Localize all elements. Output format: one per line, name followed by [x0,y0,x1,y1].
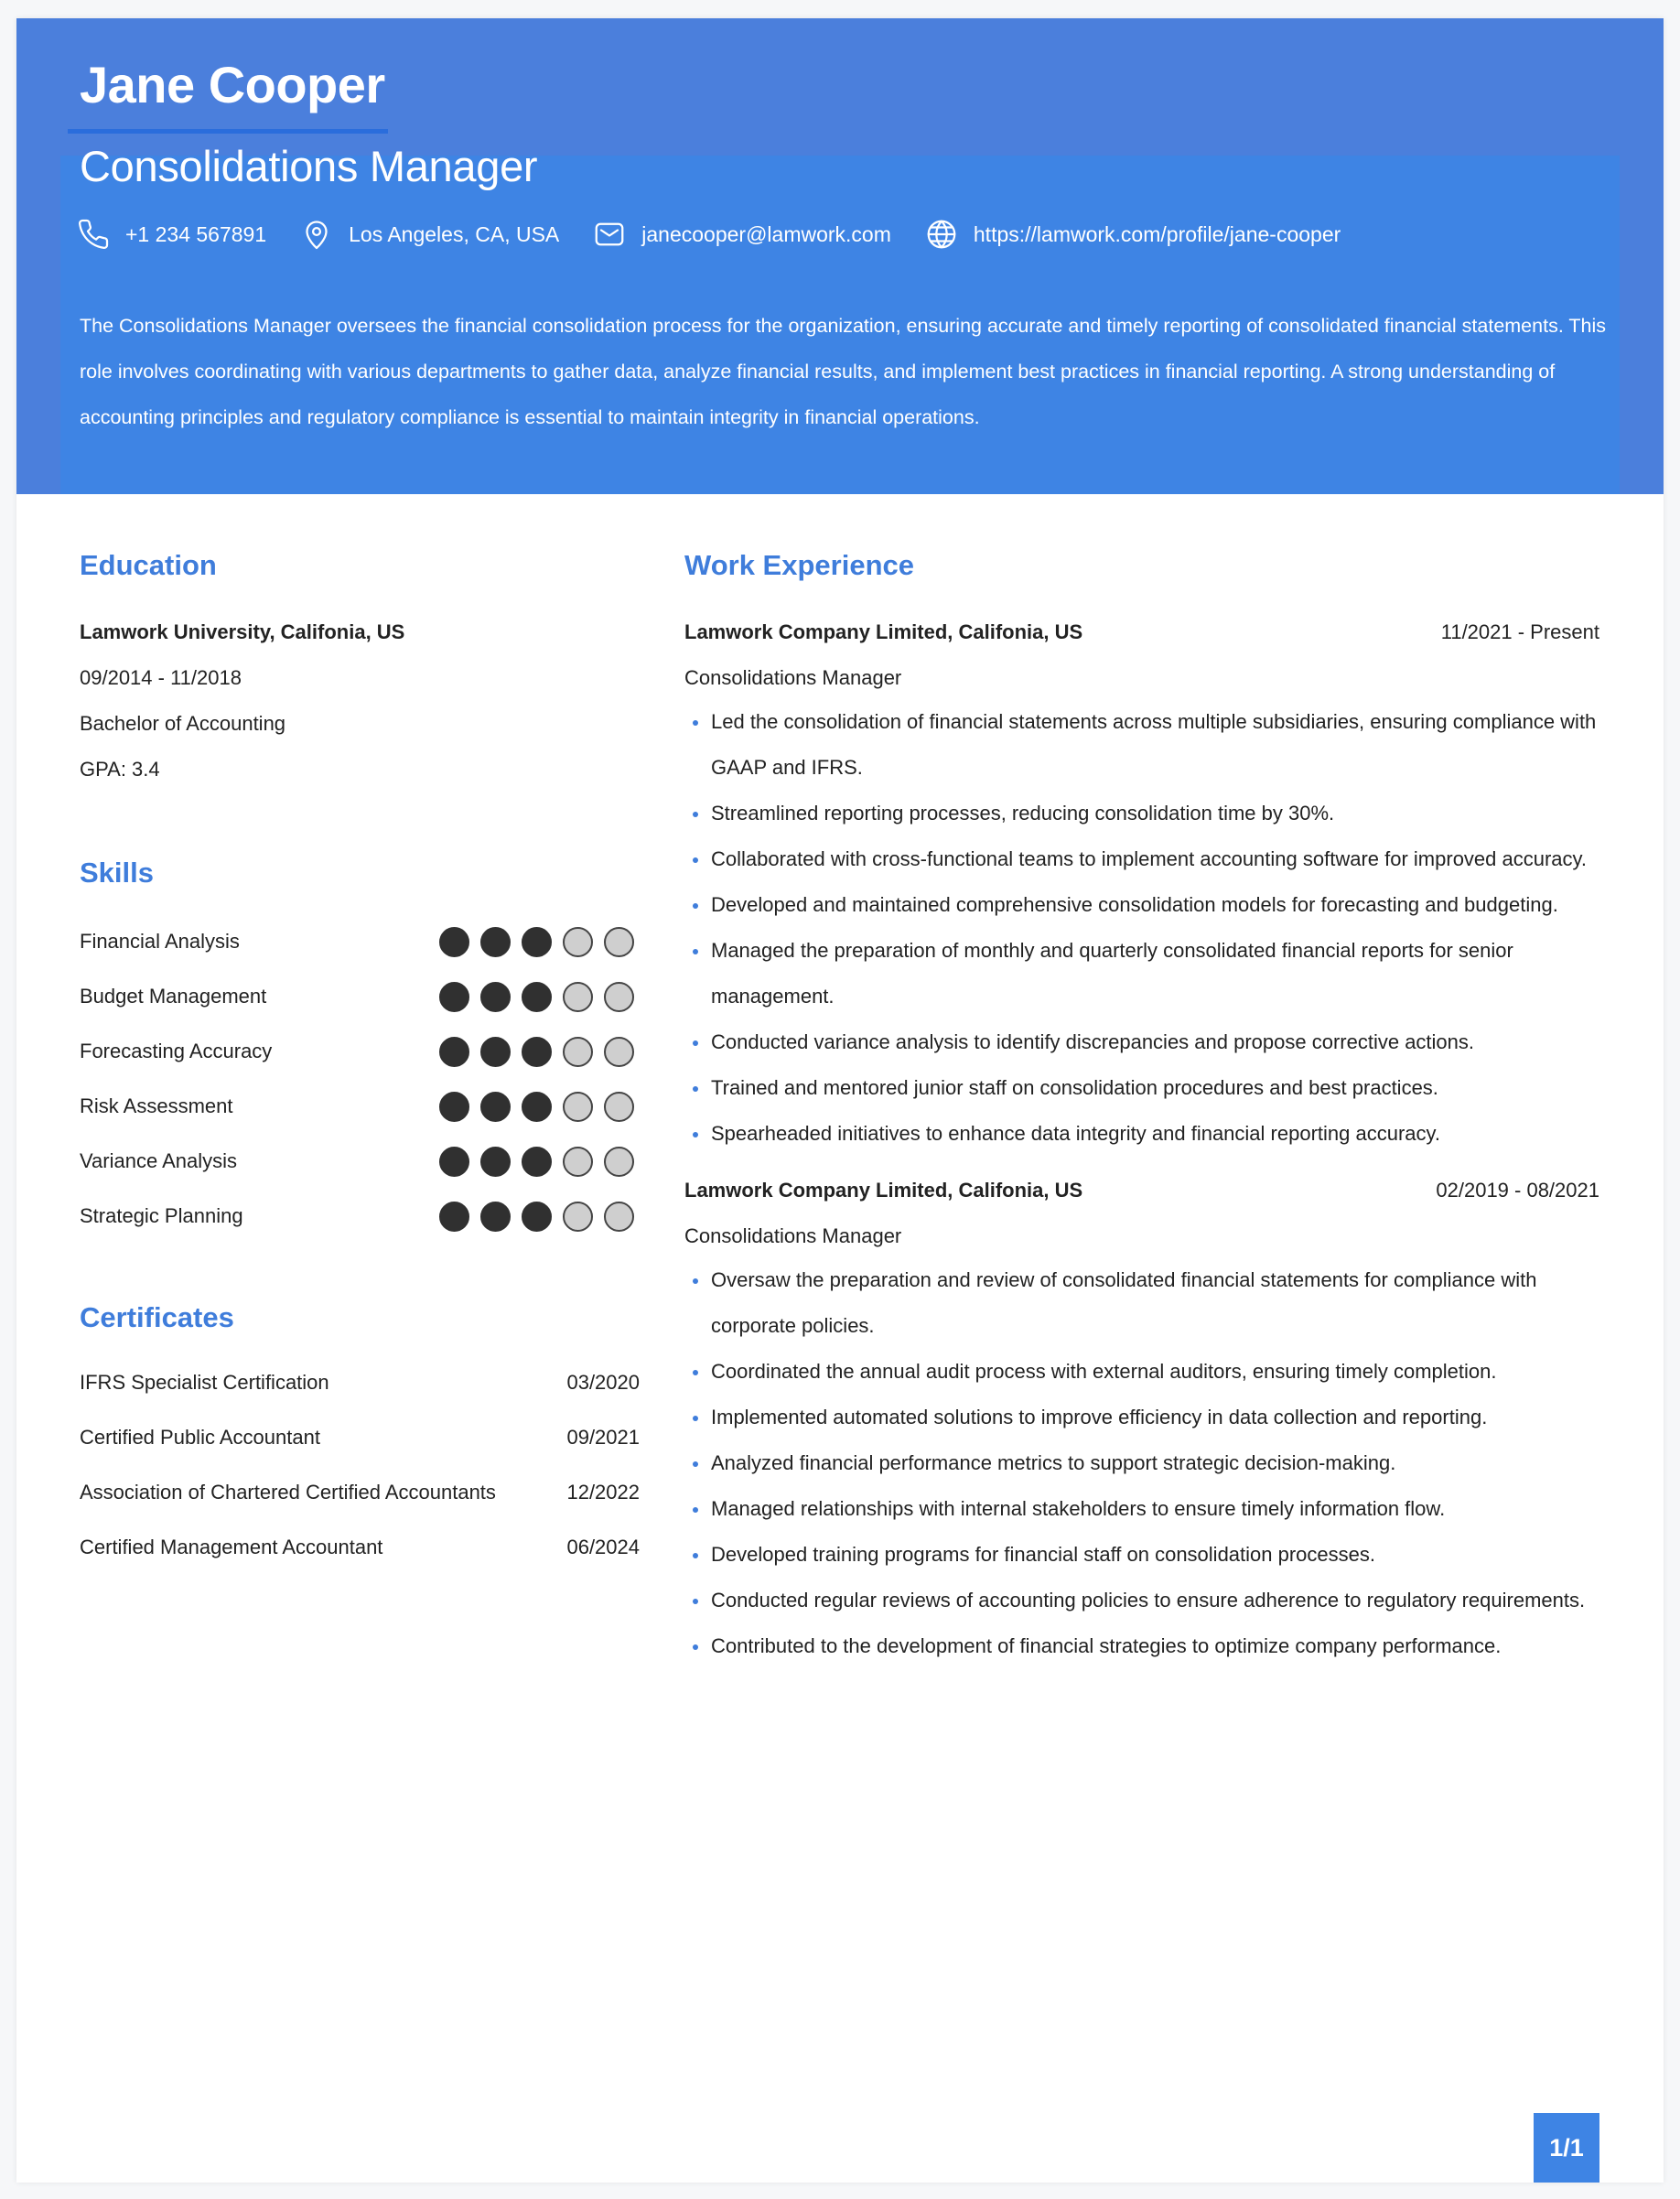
rating-dot-empty [563,982,593,1012]
email-text: janecooper@lamwork.com [641,221,891,246]
rating-dot-empty [563,1147,593,1177]
job-bullet: Conducted regular reviews of accounting policies to ensure adherence to regulatory requirements. [684,1578,1618,1623]
rating-dot-empty [604,927,634,957]
rating-dot-empty [563,927,593,957]
education-school: Lamwork University, Califonia, US [80,620,405,643]
certificate-date: 03/2020 [566,1371,640,1394]
skill-rating [439,1037,645,1067]
job-bullet: Oversaw the preparation and review of consolidated financial statements for compliance with corporate policies. [684,1257,1618,1349]
rating-dot-filled [522,1147,552,1177]
skill-rating [439,1147,645,1177]
skill-row [80,979,634,1016]
job-bullet: Managed the preparation of monthly and quarterly consolidated financial reports for senior management. [684,928,1618,1019]
profile-summary: The Consolidations Manager oversees the financial consolidation process for the organization, ensuring accurate and timely reporting of consolidated financial statements. This role involves coordinating with various departments to gather data, analyze financial results, and implement best practices in financial reporting. A strong understanding of accounting principles and regulatory compliance is essential to maintain integrity in financial operations. [80,315,1606,428]
candidate-name: Jane Cooper [80,56,385,113]
skill-name: Financial Analysis [80,930,240,953]
job-bullet-list [684,699,1618,1157]
contact-email [593,218,891,251]
job-bullet: Spearheaded initiatives to enhance data integrity and financial reporting accuracy. [684,1111,1618,1157]
skill-row [80,1089,634,1126]
education-heading: Education [80,549,217,581]
rating-dot-empty [604,982,634,1012]
contact-website [925,218,1341,251]
certificate-date: 09/2021 [566,1426,640,1449]
skill-name: Variance Analysis [80,1149,238,1172]
job-role: Consolidations Manager [684,666,902,689]
certificate-row [80,1481,640,1514]
rating-dot-filled [522,927,552,957]
contact-phone [77,218,266,251]
job-dates: 11/2021 - Present [1440,620,1599,643]
skill-row [80,1199,634,1235]
skill-row [80,1034,634,1071]
rating-dot-filled [522,1092,552,1122]
certificate-name: IFRS Specialist Certification [80,1371,329,1394]
skill-row [80,924,634,961]
certificate-row [80,1426,640,1459]
certificate-name: Association of Chartered Certified Accountants [80,1481,496,1504]
job-bullet: Streamlined reporting processes, reducing consolidation time by 30%. [684,791,1618,836]
rating-dot-filled [439,1202,469,1232]
job-bullet: Coordinated the annual audit process with external auditors, ensuring timely completion. [684,1349,1618,1395]
name-underline [68,129,388,134]
rating-dot-filled [480,982,511,1012]
rating-dot-filled [480,927,511,957]
rating-dot-empty [563,1037,593,1067]
certificate-row [80,1371,640,1404]
job-bullet: Implemented automated solutions to improve efficiency in data collection and reporting. [684,1395,1618,1440]
rating-dot-empty [604,1202,634,1232]
globe-icon [925,218,958,251]
rating-dot-empty [563,1092,593,1122]
job-bullet: Collaborated with cross-functional teams to implement accounting software for improved accuracy. [684,836,1618,882]
work-experience-heading: Work Experience [684,549,914,581]
certificate-date: 06/2024 [566,1536,640,1558]
contact-bar [77,214,1374,254]
rating-dot-filled [522,982,552,1012]
skills-heading: Skills [80,857,154,889]
location-text: Los Angeles, CA, USA [349,221,560,246]
skill-rating [439,927,645,957]
job-bullet-list [684,1257,1618,1669]
resume-header [16,18,1664,494]
skill-name: Risk Assessment [80,1094,233,1117]
education-dates: 09/2014 - 11/2018 [80,666,242,689]
skill-rating [439,982,645,1012]
phone-icon [77,218,110,251]
rating-dot-filled [522,1202,552,1232]
page-indicator: 1/1 [1534,2113,1599,2183]
skill-name: Budget Management [80,985,267,1008]
location-pin-icon [300,218,333,251]
rating-dot-filled [439,1147,469,1177]
rating-dot-filled [522,1037,552,1067]
rating-dot-empty [604,1147,634,1177]
job-bullet: Developed training programs for financial staff on consolidation processes. [684,1532,1618,1578]
rating-dot-filled [439,982,469,1012]
job-bullet: Developed and maintained comprehensive consolidation models for forecasting and budgeting. [684,882,1618,928]
rating-dot-filled [439,927,469,957]
website-text: https://lamwork.com/profile/jane-cooper [973,221,1341,246]
candidate-title: Consolidations Manager [80,142,538,190]
rating-dot-empty [604,1092,634,1122]
rating-dot-filled [480,1037,511,1067]
rating-dot-empty [563,1202,593,1232]
certificate-row [80,1536,640,1568]
job-bullet: Conducted variance analysis to identify discrepancies and propose corrective actions. [684,1019,1618,1065]
contact-location [300,218,559,251]
job-bullet: Led the consolidation of financial statements across multiple subsidiaries, ensuring compliance with GAAP and IFRS. [684,699,1618,791]
certificate-name: Certified Management Accountant [80,1536,383,1558]
skill-name: Forecasting Accuracy [80,1040,273,1062]
job-bullet: Managed relationships with internal stakeholders to ensure timely information flow. [684,1486,1618,1532]
certificates-heading: Certificates [80,1301,234,1333]
job-company: Lamwork Company Limited, Califonia, US [684,620,1083,643]
rating-dot-filled [480,1147,511,1177]
skill-row [80,1144,634,1180]
skill-rating [439,1092,645,1122]
rating-dot-filled [480,1092,511,1122]
email-icon [593,218,626,251]
phone-text: +1 234 567891 [125,221,267,246]
job-company: Lamwork Company Limited, Califonia, US [684,1179,1083,1202]
skill-name: Strategic Planning [80,1204,243,1227]
resume-page [16,18,1664,2183]
education-degree: Bachelor of Accounting [80,712,286,735]
certificate-date: 12/2022 [566,1481,640,1504]
rating-dot-filled [480,1202,511,1232]
job-role: Consolidations Manager [684,1224,902,1247]
certificate-name: Certified Public Accountant [80,1426,320,1449]
job-bullet: Analyzed financial performance metrics to support strategic decision-making. [684,1440,1618,1486]
rating-dot-empty [604,1037,634,1067]
rating-dot-filled [439,1092,469,1122]
job-bullet: Contributed to the development of financial strategies to optimize company performance. [684,1623,1618,1669]
skill-rating [439,1202,645,1232]
job-dates: 02/2019 - 08/2021 [1436,1179,1599,1202]
job-bullet: Trained and mentored junior staff on consolidation procedures and best practices. [684,1065,1618,1111]
rating-dot-filled [439,1037,469,1067]
education-gpa: GPA: 3.4 [80,758,160,781]
